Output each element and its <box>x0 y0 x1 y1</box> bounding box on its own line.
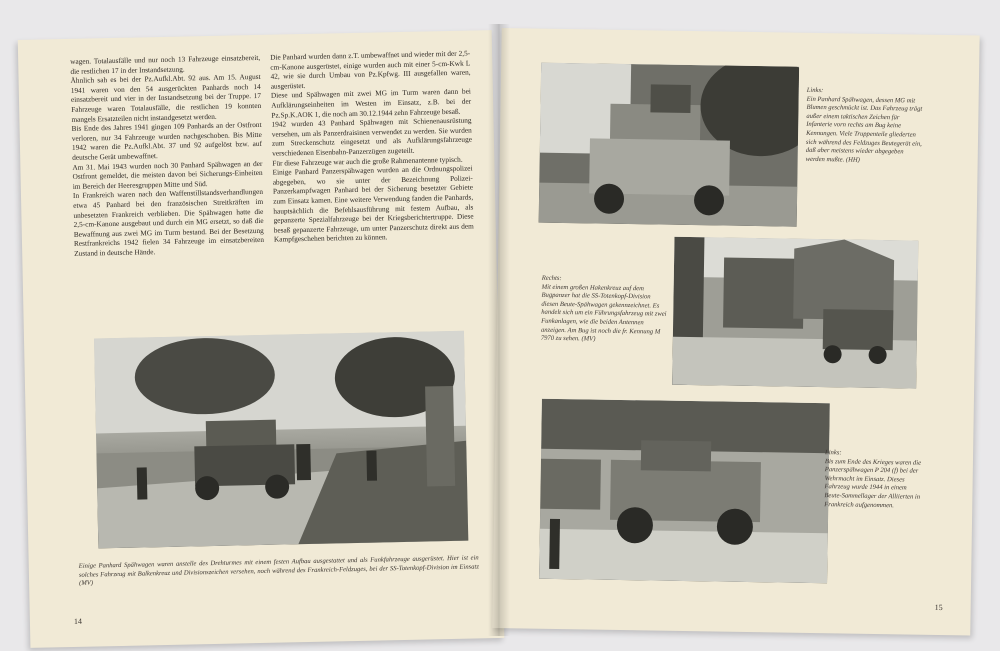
photo-armored-car-column <box>94 331 468 549</box>
left-page <box>18 30 505 648</box>
photo-caption-bottom: Links: Bis zum Ende des Krieges waren die Panzerspähwagen P 204 (f) bei der Wehrmacht im Einsatz. Dieses Fahrzeug wurde 1944 in einem Beute-Sammellager der Alliierten in Frankreich aufgenommen. <box>824 449 922 509</box>
text-column-2: Die Panhard wurden dann z.T. umbewaffnet und wieder mit der 2,5-cm-Kanone ausgerüstet, einige wurden auch mit einer 5-cm-Kwk L 42, wie sie durch Umbau von Pz.Kpfwg. III ausgefallen waren, ausgerüstet. Diese und Spähwagen mit zwei MG im Turm waren dann bei Aufklärungseinheiten im Westen im Einsatz, z.B. bei der Pz.Sp.K.AOK 1, die noch am 30.12.1944 zehn Fahrzeuge besaß. 1942 wurden 43 Panhard Spähwagen mit Schienenausrüstung versehen, um als Panzerdraisinen verwendet zu werden. Sie wurden zum Streckenschutz eingesetzt und als Aufklärungsfahrzeuge verschiedenen Eisenbahn-Panzerzügen zugeteilt. Für diese Fahrzeuge war auch die große Rahmenantenne typisch. Einige Panhard Panzerspähwagen wurden an die Ordnungspolizei abgegeben, wo sie unter der Bezeichnung Polizei-Panzerkampfwagen Panhard bei der Sicherung besetzter Gebiete zum Einsatz kamen. Eine weitere Verwendung fanden die Panhards, hauptsächlich die Befehlsausführung mit festem Aufbau, als gepanzerte Spezialfahrzeuge bei der Kriegsberichtertruppe. Diese besaß gepanzerte Fahrzeuge, um unter Panzerschutz direkt aus dem Kampfgeschehen berichten zu können. <box>270 48 474 244</box>
photo-caption-middle: Rechts: Mit einem großen Hakenkreuz auf dem Bugpanzer hat die SS-Totenkopf-Division diesen Beute-Spähwagen gekennzeichnet. Es handelt sich um ein Führungsfahrzeug mit zwei Funkanlagen, wie die beiden Antennen anzeigen. Am Bug ist noch die fr. Kennung M 7970 zu sehen. (MV) <box>540 274 667 343</box>
page-number-left: 14 <box>73 616 83 626</box>
page-number-right: 15 <box>934 602 943 613</box>
right-page <box>492 28 979 635</box>
photo-panhard-captured <box>539 399 830 584</box>
photo-caption-top: Links: Ein Panhard Spähwagen, dessen MG mit Blumen geschmückt ist. Das Fahrzeug trägt außer einem taktischen Zeichen für Infanterie vorn rechts am Bug keine Kennungen. Viele Truppenteile gliederten sich während des Feldzuges Beutegerät ein, daß aber meistens wieder abgegeben werden mußte. (HH) <box>805 86 923 164</box>
book-gutter <box>488 24 510 636</box>
photo-caption: Einige Panhard Spähwagen waren anstelle des Drehturmes mit einem festen Aufbau ausgestattet und als Funkfahrzeuge ausgerüstet. Hier ist ein solches Fahrzeug mit Balkenkreuz und Divisionszeichen versehen, noch während des Frankreich-Feldzuges, bei der SS-Totenkopf-Division im Einsatz (MV) <box>78 554 479 588</box>
photo-panhard-flowers <box>539 63 799 227</box>
text-column-1: wagen. Totalausfälle und nur noch 13 Fahrzeuge einsatzbereit, die restlichen 17 in der Instandsetzung. Ähnlich sah es bei der Pz.Aufkl.Abt. 92 aus. Am 15. August 1941 waren von den 54 ausgerückten Panhards noch 14 einsatzbereit und vier in der Instandsetzung bei der Truppe. 17 Fahrzeuge waren Totalausfälle, die restlichen 19 konnten mangels Ersatzteilen nicht instandgesetzt werden. Bis Ende des Jahres 1941 gingen 109 Panhards an der Ostfront verloren, nur 34 Fahrzeuge wurden nachgeschoben. Bis Mitte 1942 waren die Pz.Aufkl.Abt. 37 und 92 aufgelöst bzw. auf deutsche Gerät umbewaffnet. Am 31. Mai 1943 wurden noch 30 Panhard Spähwagen an der Ostfront gemeldet, die meisten davon bei Sicherungs-Einheiten im Bereich der Heeresgruppen Mitte und Süd. In Frankreich waren nach den Waffenstillstandsverhandlungen etwa 45 Panhard bei den französischen Streitkräften im unbesetzten Frankreich verblieben. Die Spähwagen hatte die 2,5-cm-Kanone ausgebaut und durch ein MG ersetzt, so daß die Bewaffnung aus zwei MG im Turm bestand. Bei der Besetzung Restfrankreichs 1942 fielen 34 Fahrzeuge im einsatzbereiten Zustand in deutsche Hände. <box>70 52 265 258</box>
photo-panhard-village <box>672 237 918 389</box>
